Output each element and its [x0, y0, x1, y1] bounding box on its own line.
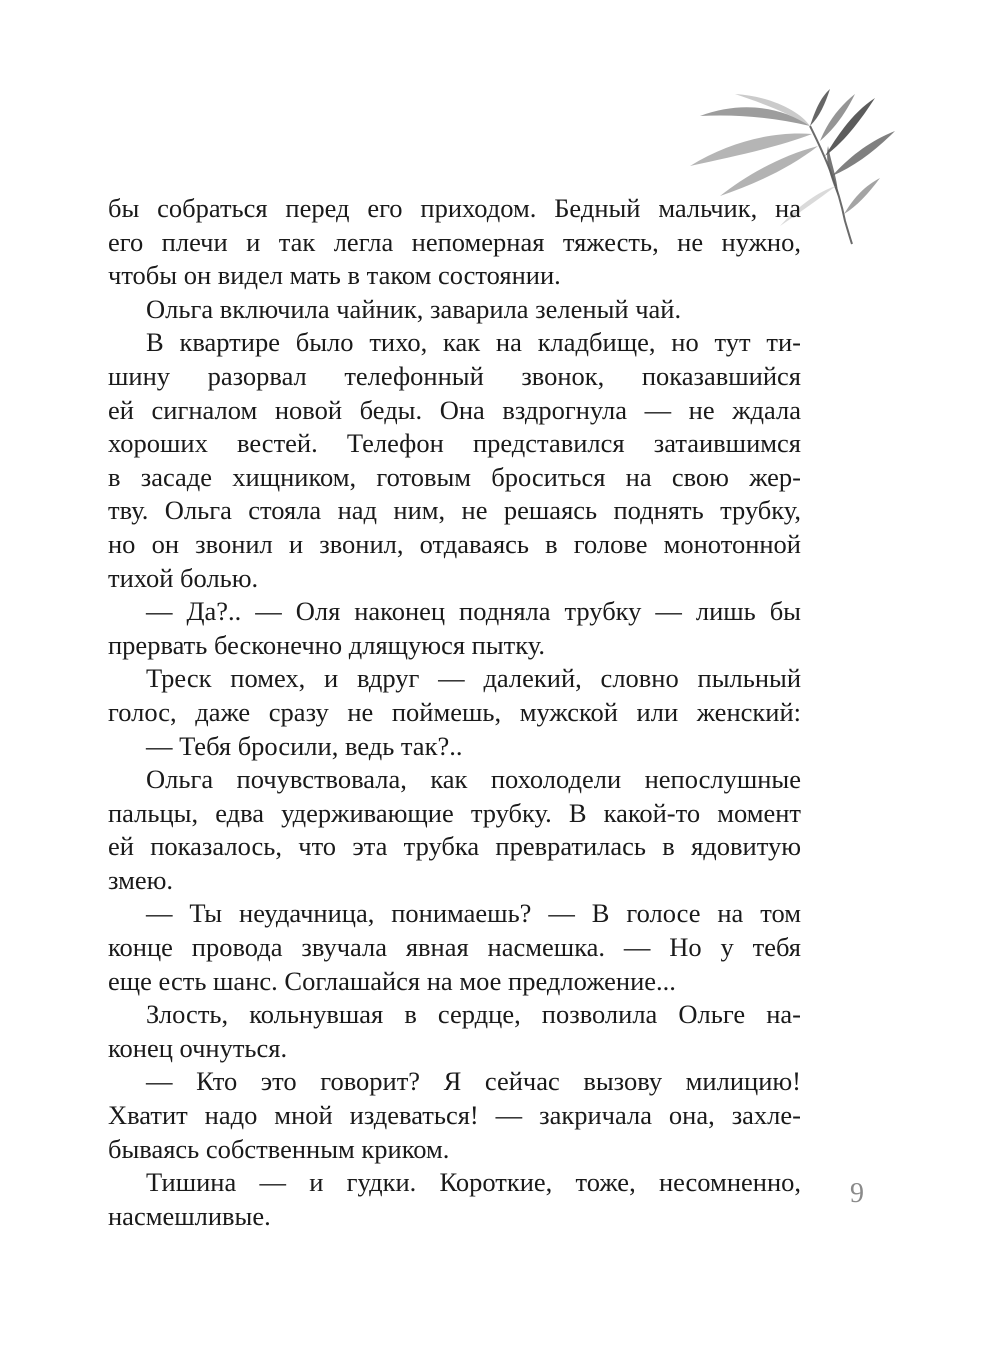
- text-line: — Ты неудачница, понимаешь? — В голосе на том: [146, 898, 801, 929]
- text-line: его плечи и так легла непомерная тяжесть, не нужно,: [108, 226, 801, 257]
- text-line: в засаде хищником, готовым броситься на свою жер-: [108, 461, 801, 492]
- text-line: Ольга включила чайник, заварила зеленый чай.: [146, 293, 682, 324]
- text-line: ей показалось, что эта трубка превратилась в ядовитую: [108, 831, 801, 862]
- text-line: чтобы он видел мать в таком состоянии.: [108, 260, 561, 291]
- text-line: Треск помех, и вдруг — далекий, словно пыльный: [146, 663, 801, 694]
- text-line: голос, даже сразу не поймешь, мужской или женский:: [108, 696, 801, 727]
- text-line: Тишина — и гудки. Короткие, тоже, несомненно,: [146, 1167, 801, 1198]
- text-line: хороших вестей. Телефон представился затаившимся: [108, 428, 801, 459]
- text-line: — Тебя бросили, ведь так?..: [146, 730, 463, 761]
- text-line: бываясь собственным криком.: [108, 1133, 450, 1164]
- text-line: конце провода звучала явная насмешка. — Но у тебя: [108, 932, 801, 963]
- text-line: еще есть шанс. Соглашайся на мое предложение...: [108, 965, 676, 996]
- text-line: конец очнуться.: [108, 1032, 288, 1063]
- text-line: Хватит надо мной издеваться! — закричала она, захле-: [108, 1100, 801, 1131]
- text-line: В квартире было тихо, как на кладбище, но тут ти-: [146, 327, 801, 358]
- text-line: змею.: [108, 864, 174, 895]
- text-line: бы собраться перед его приходом. Бедный мальчик, на: [108, 193, 801, 223]
- text-line: шину разорвал телефонный звонок, показавшийся: [108, 360, 801, 391]
- text-line: но он звонил и звонил, отдаваясь в голове монотонной: [108, 528, 801, 559]
- text-line: прервать бесконечно длящуюся пытку.: [108, 629, 545, 660]
- text-line: ей сигналом новой беды. Она вздрогнула — не ждала: [108, 394, 801, 425]
- main-text: [108, 192, 801, 1233]
- text-line: тихой болью.: [108, 562, 259, 593]
- page-number: 9: [850, 1178, 864, 1209]
- text-line: тву. Ольга стояла над ним, не решаясь поднять трубку,: [108, 495, 801, 526]
- text-line: — Кто это говорит? Я сейчас вызову милицию!: [146, 1066, 801, 1097]
- text-line: насмешливые.: [108, 1200, 271, 1231]
- text-line: — Да?.. — Оля наконец подняла трубку — лишь бы: [146, 596, 801, 627]
- text-line: Ольга почувствовала, как похолодели непослушные: [146, 764, 801, 795]
- text-line: пальцы, едва удерживающие трубку. В какой-то момент: [108, 797, 801, 828]
- text-line: Злость, кольнувшая в сердце, позволила Ольге на-: [146, 999, 801, 1030]
